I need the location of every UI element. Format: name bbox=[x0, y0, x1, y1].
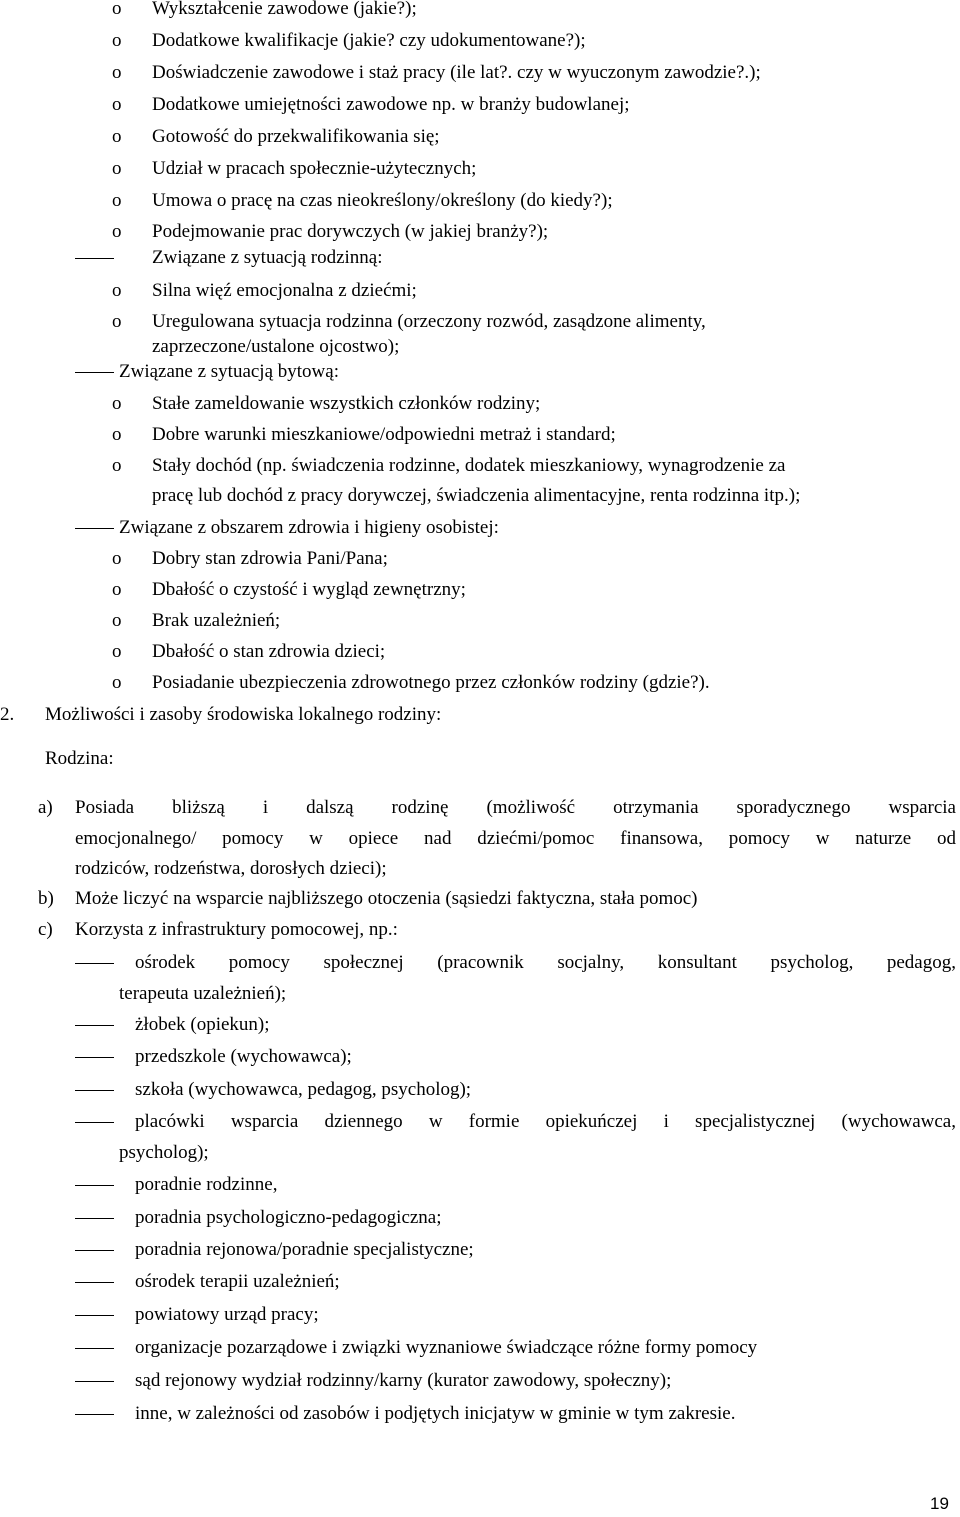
dash-bullet bbox=[75, 1090, 114, 1091]
section-heading: Związane z sytuacją rodzinną: bbox=[152, 247, 383, 268]
item-c-label: c) bbox=[38, 919, 53, 940]
section-number: 2. bbox=[0, 704, 15, 725]
list-item: szkoła (wychowawca, pedagog, psycholog); bbox=[135, 1079, 472, 1100]
item-a-text: rodziców, rodzeństwa, dorosłych dzieci); bbox=[75, 858, 387, 879]
dash-bullet bbox=[75, 1282, 114, 1283]
list-item: inne, w zależności od zasobów i podjętych inicjatyw w gminie w tym zakresie. bbox=[135, 1403, 736, 1424]
list-item-continuation: pracę lub dochód z pracy dorywczej, świadczenia alimentacyjne, renta rodzinna itp.); bbox=[152, 485, 801, 506]
page-number: 19 bbox=[930, 1494, 949, 1513]
dash-bullet bbox=[75, 258, 114, 259]
item-b-text: Może liczyć na wsparcie najbliższego otoczenia (sąsiedzi faktyczna, stała pomoc) bbox=[75, 888, 698, 909]
item-a-text: Posiada bliższą i dalszą rodzinę (możliwość otrzymania sporadycznego wsparcia bbox=[75, 797, 956, 818]
dash-bullet bbox=[75, 528, 114, 529]
list-item: poradnie rodzinne, bbox=[135, 1174, 278, 1195]
list-item: ośrodek terapii uzależnień; bbox=[135, 1271, 340, 1292]
dash-bullet bbox=[75, 1025, 114, 1026]
dash-bullet bbox=[75, 372, 114, 373]
list-item-continuation: zaprzeczone/ustalone ojcostwo); bbox=[152, 336, 400, 357]
list-item: poradnia rejonowa/poradnie specjalistyczne; bbox=[135, 1239, 474, 1260]
section-subtitle: Rodzina: bbox=[45, 748, 114, 769]
dash-bullet bbox=[75, 1218, 114, 1219]
dash-bullet bbox=[75, 1250, 114, 1251]
item-b-label: b) bbox=[38, 888, 54, 909]
list-item: ośrodek pomocy społecznej (pracownik socjalny, konsultant psycholog, pedagog, bbox=[135, 952, 956, 973]
dash-bullet bbox=[75, 1122, 114, 1123]
list-item: poradnia psychologiczno-pedagogiczna; bbox=[135, 1207, 442, 1228]
dash-bullet bbox=[75, 1057, 114, 1058]
dash-bullet bbox=[75, 1315, 114, 1316]
list-item-continuation: psycholog); bbox=[119, 1142, 209, 1163]
dash-bullet bbox=[75, 963, 114, 964]
section-heading: Związane z sytuacją bytową: bbox=[119, 361, 339, 382]
dash-bullet bbox=[75, 1348, 114, 1349]
list-item-continuation: terapeuta uzależnień); bbox=[119, 983, 287, 1004]
list-item: placówki wsparcia dziennego w formie opiekuńczej i specjalistycznej (wychowawca, bbox=[135, 1111, 956, 1132]
list-item: powiatowy urząd pracy; bbox=[135, 1304, 319, 1325]
dash-bullet bbox=[75, 1381, 114, 1382]
item-a-label: a) bbox=[38, 797, 53, 818]
dash-bullet bbox=[75, 1414, 114, 1415]
list-item: przedszkole (wychowawca); bbox=[135, 1046, 352, 1067]
list-item: organizacje pozarządowe i związki wyznaniowe świadczące różne formy pomocy bbox=[135, 1337, 758, 1358]
section-title: Możliwości i zasoby środowiska lokalnego rodziny: bbox=[45, 704, 442, 725]
section-heading: Związane z obszarem zdrowia i higieny osobistej: bbox=[119, 517, 499, 538]
list-item: sąd rejonowy wydział rodzinny/karny (kurator zawodowy, społeczny); bbox=[135, 1370, 672, 1391]
list-item: żłobek (opiekun); bbox=[135, 1014, 270, 1035]
item-a-text: emocjonalnego/ pomocy w opiece nad dziećmi/pomoc finansowa, pomocy w naturze od bbox=[75, 828, 956, 849]
dash-bullet bbox=[75, 1185, 114, 1186]
item-c-text: Korzysta z infrastruktury pomocowej, np.: bbox=[75, 919, 398, 940]
